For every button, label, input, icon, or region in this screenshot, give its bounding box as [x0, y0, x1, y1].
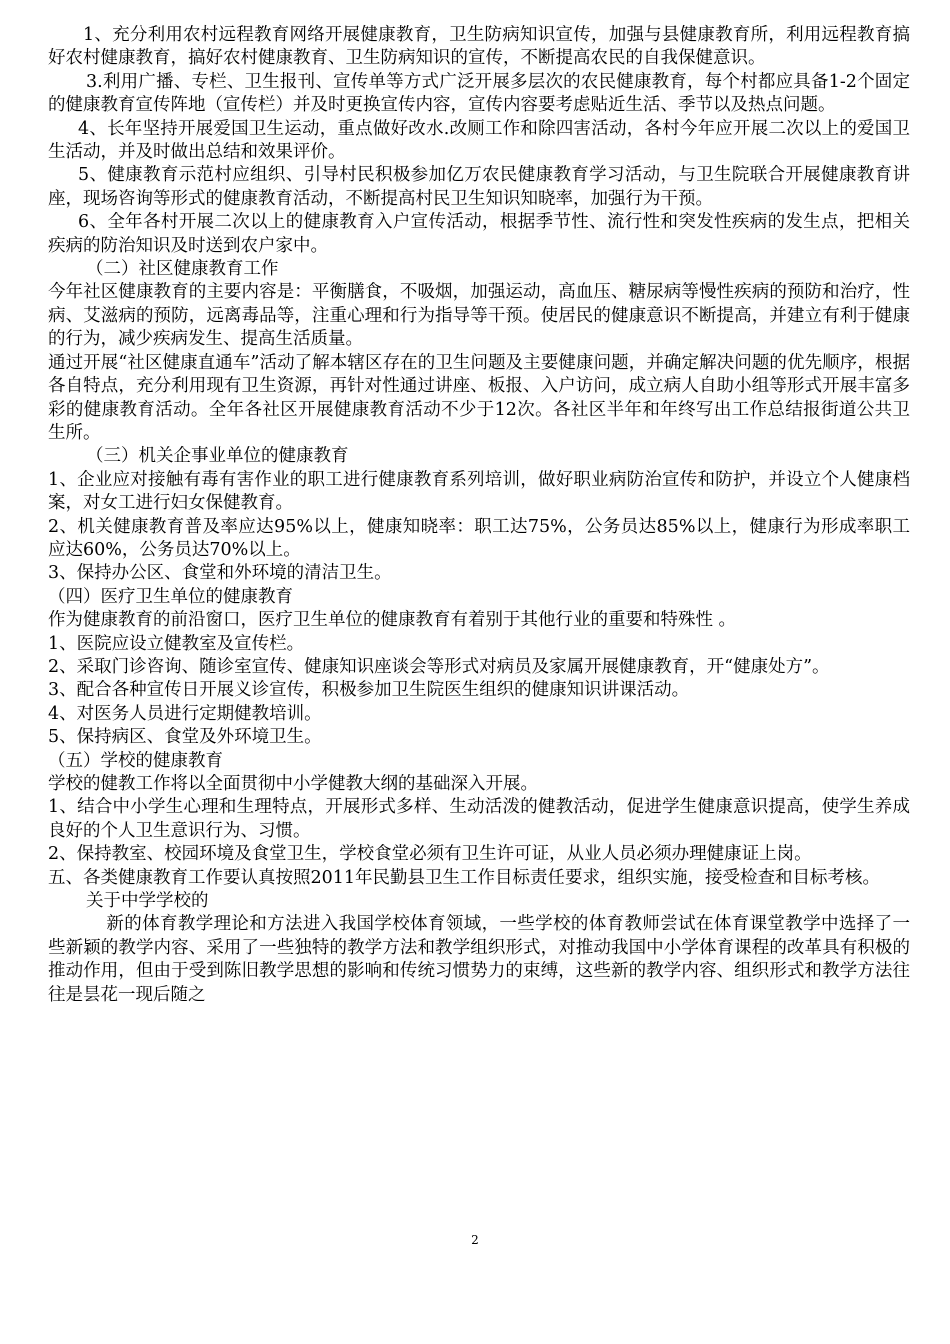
paragraph-16: 5、保持病区、食堂及外环境卫生。 — [48, 727, 322, 748]
paragraph-8: 1、企业应对接触有毒有害作业的职工进行健康教育系列培训，做好职业病防治宣传和防护，并设立个人健康档案，对女工进行妇女保健教育。 — [48, 469, 910, 514]
paragraph-10: 3、保持办公区、食堂和外环境的清洁卫生。 — [48, 563, 392, 584]
paragraph-17: 学校的健教工作将以全面贯彻中小学健教大纲的基础深入开展。 — [48, 774, 538, 794]
paragraph-19: 2、保持教室、校园环境及食堂卫生，学校食堂必须有卫生许可证，从业人员必须办理健康证上岗。 — [48, 844, 812, 865]
paragraph-3: 4、长年坚持开展爱国卫生运动，重点做好改水.改厕工作和除四害活动，各村今年应开展二次以上的爱国卫生活动，并及时做出总结和效果评价。 — [48, 118, 910, 163]
paragraph-15: 4、对医务人员进行定期健教培训。 — [48, 703, 322, 724]
paragraph-11: 作为健康教育的前沿窗口，医疗卫生单位的健康教育有着别于其他行业的重要和特殊性 。 — [48, 610, 737, 631]
section-heading-3: （三）机关企事业单位的健康教育 — [86, 446, 349, 467]
section-heading-4: （四）医疗卫生单位的健康教育 — [48, 586, 293, 607]
paragraph-9: 2、机关健康教育普及率应达95%以上，健康知晓率：职工达75%，公务员达85%以上，健康行为形成率职工应达60%，公务员达70%以上。 — [48, 516, 910, 560]
paragraph-18: 1、结合中小学生心理和生理特点，开展形式多样、生动活泼的健教活动，促进学生健康意识提高，使学生养成良好的个人卫生意识行为、习惯。 — [48, 797, 910, 841]
page-number: 2 — [471, 1233, 479, 1247]
paragraph-1: 1、充分利用农村远程教育网络开展健康教育，卫生防病知识宣传，加强与县健康教育所，利用远程教育搞好农村健康教育，搞好农村健康教育、卫生防病知识的宣传，不断提高农民的自我保健意识。 — [48, 25, 910, 69]
paragraph-20: 五、各类健康教育工作要认真按照2011年民勤县卫生工作目标责任要求，组织实施，接受检查和目标考核。 — [48, 867, 881, 888]
paragraph-7: 通过开展“社区健康直通车”活动了解本辖区存在的卫生问题及主要健康问题，并确定解决问题的优先顺序，根据各自特点，充分利用现有卫生资源，再针对性通过讲座、板报、入户访问，成立病人自助小组等形式开展丰富多彩的健康教育活动。全年各社区开展健康教育活动不少于12次。各社区半年和年终写出工作总结报街道公共卫生所。 — [48, 352, 910, 443]
paragraph-14: 3、配合各种宣传日开展义诊宣传，积极参加卫生院医生组织的健康知识讲课活动。 — [48, 680, 690, 701]
paragraph-13: 2、采取门诊咨询、随诊室宣传、健康知识座谈会等形式对病员及家属开展健康教育，开“健康处方”。 — [48, 656, 830, 677]
paragraph-21 — [48, 913, 910, 1007]
document-body — [48, 24, 910, 1007]
paragraph-21-text: 新的体育教学理论和方法进入我国学校体育领域，一些学校的体育教师尝试在体育课堂教学中选择了一些新颖的教学内容、采用了一些独特的教学方法和教学组织形式，对推动我国中小学体育课程的改革具有积极的推动作用，但由于受到陈旧教学思想的影响和传统习惯势力的束缚，这些新的教学内容、组织形式和教学方法往往是昙花一现后随之 — [48, 914, 910, 1005]
paragraph-4: 5、健康教育示范村应组织、引导村民积极参加亿万农民健康教育学习活动，与卫生院联合开展健康教育讲座，现场咨询等形式的健康教育活动，不断提高村民卫生知识知晓率，加强行为干预。 — [48, 165, 910, 209]
paragraph-2: 3.利用广播、专栏、卫生报刊、宣传单等方式广泛开展多层次的农民健康教育，每个村都应具备1-2个固定的健康教育宣传阵地（宣传栏）并及时更换宣传内容，宣传内容要考虑贴近生活、季节以及热点问题。 — [48, 71, 910, 116]
paragraph-6: 今年社区健康教育的主要内容是：平衡膳食，不吸烟，加强运动，高血压、糖尿病等慢性疾病的预防和治疗，性病、艾滋病的预防，远离毒品等，注重心理和行为指导等干预。使居民的健康意识不断提高，并建立有利于健康的行为，减少疾病发生、提高生活质量。 — [48, 282, 910, 350]
paragraph-5: 6、全年各村开展二次以上的健康教育入户宣传活动，根据季节性、流行性和突发性疾病的发生点，把相关疾病的防治知识及时送到农户家中。 — [48, 212, 910, 256]
section-heading-5: （五）学校的健康教育 — [48, 750, 223, 771]
section-heading-2: （二）社区健康教育工作 — [86, 259, 279, 280]
paragraph-12: 1、医院应设立健教室及宣传栏。 — [48, 633, 305, 654]
section-heading-6: 关于中学学校的 — [86, 891, 209, 912]
